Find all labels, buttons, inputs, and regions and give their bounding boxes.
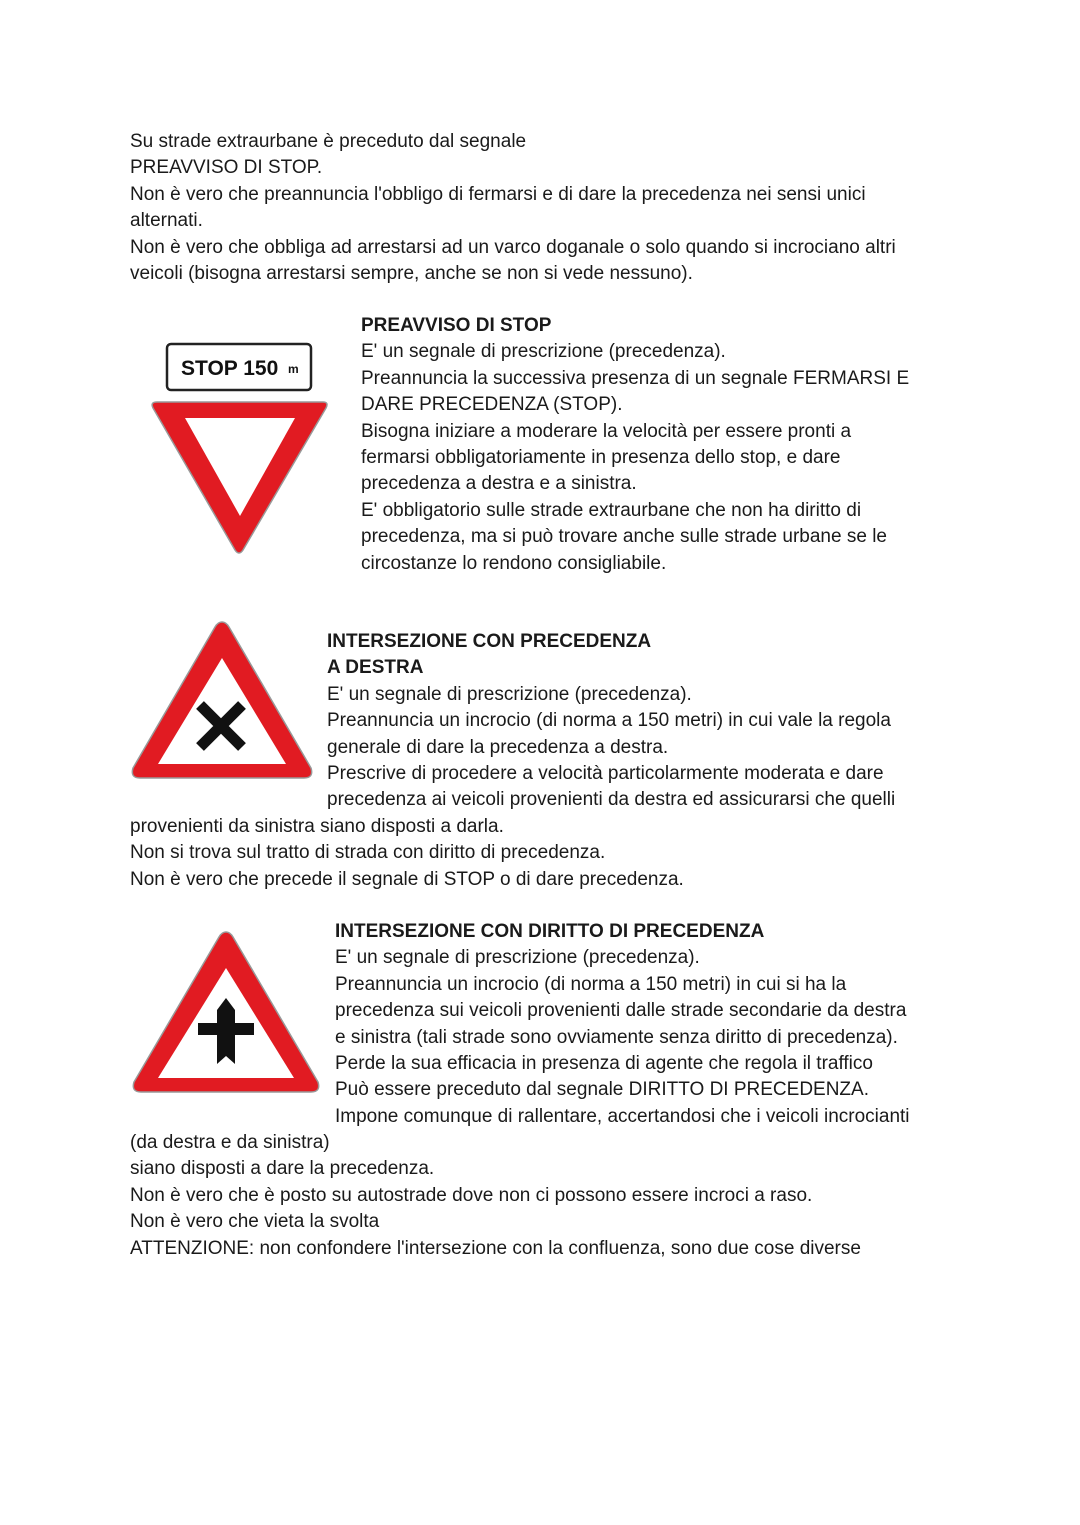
text-line: Non si trova sul tratto di strada con diritto di precedenza. bbox=[130, 842, 606, 864]
text-line: circostanze lo rendono consigliabile. bbox=[361, 552, 667, 574]
text-line: siano disposti a dare la precedenza. bbox=[130, 1158, 435, 1180]
section-title: INTERSEZIONE CON PRECEDENZA bbox=[327, 631, 652, 652]
intersection-right-priority-sign-icon bbox=[128, 618, 316, 784]
text-line: Preannuncia un incrocio (di norma a 150 metri) in cui si ha la bbox=[335, 973, 847, 995]
text-line: Non è vero che obbliga ad arrestarsi ad un varco doganale o solo quando si incrociano altri bbox=[130, 236, 896, 258]
text-line: Preannuncia la successiva presenza di un segnale FERMARSI E bbox=[361, 367, 910, 389]
section-3-continuation bbox=[130, 1130, 861, 1262]
text-line: generale di dare la precedenza a destra. bbox=[327, 736, 669, 758]
text-line: ATTENZIONE: non confondere l'intersezione con la confluenza, sono due cose diverse bbox=[130, 1237, 861, 1259]
section-2-continuation bbox=[130, 814, 684, 893]
text-line: provenienti da sinistra siano disposti a darla. bbox=[130, 816, 504, 837]
sign-panel-text: STOP 150 bbox=[181, 357, 279, 380]
text-line: precedenza sui veicoli provenienti dalle strade secondarie da destra bbox=[335, 1000, 907, 1022]
text-line: E' obbligatorio sulle strade extraurbane che non ha diritto di bbox=[361, 499, 862, 521]
text-line: Bisogna iniziare a moderare la velocità per essere pronti a bbox=[361, 420, 852, 442]
text-line: precedenza a destra e a sinistra. bbox=[361, 473, 637, 495]
section-title: A DESTRA bbox=[327, 657, 424, 679]
text-line: Prescrive di procedere a velocità particolarmente moderata e dare bbox=[327, 762, 884, 784]
text-line: Non è vero che vieta la svolta bbox=[130, 1211, 380, 1233]
text-line: Non è vero che preannuncia l'obbligo di fermarsi e di dare la precedenza nei sensi unici bbox=[130, 183, 866, 205]
section-preavviso-stop bbox=[361, 313, 909, 577]
text-line: Non è vero che precede il segnale di STOP o di dare precedenza. bbox=[130, 868, 684, 890]
text-line: Può essere preceduto dal segnale DIRITTO DI PRECEDENZA. bbox=[335, 1079, 869, 1101]
section-title: PREAVVISO DI STOP bbox=[361, 315, 552, 336]
intro-paragraph bbox=[130, 129, 896, 287]
text-line: Non è vero che è posto su autostrade dove non ci possono essere incroci a raso. bbox=[130, 1184, 813, 1206]
section-title: INTERSEZIONE CON DIRITTO DI PRECEDENZA bbox=[335, 921, 765, 942]
text-line: Su strade extraurbane è preceduto dal segnale bbox=[130, 131, 527, 152]
text-line: PREAVVISO DI STOP. bbox=[130, 157, 323, 179]
text-line: E' un segnale di prescrizione (precedenza). bbox=[335, 947, 700, 969]
section-intersezione-diritto-precedenza bbox=[335, 919, 910, 1130]
text-line: Preannuncia un incrocio (di norma a 150 metri) in cui vale la regola bbox=[327, 710, 891, 732]
section-intersezione-precedenza-destra bbox=[327, 629, 895, 814]
text-line: alternati. bbox=[130, 210, 203, 232]
text-line: DARE PRECEDENZA (STOP). bbox=[361, 394, 623, 416]
text-line: veicoli (bisogna arrestarsi sempre, anche se non si vede nessuno). bbox=[130, 262, 693, 284]
text-line: (da destra e da sinistra) bbox=[130, 1132, 330, 1153]
text-line: E' un segnale di prescrizione (precedenza). bbox=[327, 683, 692, 705]
intersection-right-of-way-sign-icon bbox=[129, 928, 323, 1098]
text-line: fermarsi obbligatoriamente in presenza dello stop, e dare bbox=[361, 446, 841, 468]
text-line: Impone comunque di rallentare, accertandosi che i veicoli incrocianti bbox=[335, 1105, 910, 1127]
text-line: precedenza, ma si può trovare anche sulle strade urbane se le bbox=[361, 526, 887, 548]
text-line: e sinistra (tali strade sono ovviamente senza diritto di precedenza). bbox=[335, 1026, 898, 1048]
text-line: Perde la sua efficacia in presenza di agente che regola il traffico bbox=[335, 1052, 873, 1074]
stop-150m-warning-sign-icon bbox=[145, 338, 335, 560]
sign-panel-unit: m bbox=[288, 362, 299, 376]
text-line: E' un segnale di prescrizione (precedenza). bbox=[361, 341, 726, 363]
text-line: precedenza ai veicoli provenienti da destra ed assicurarsi che quelli bbox=[327, 789, 896, 811]
